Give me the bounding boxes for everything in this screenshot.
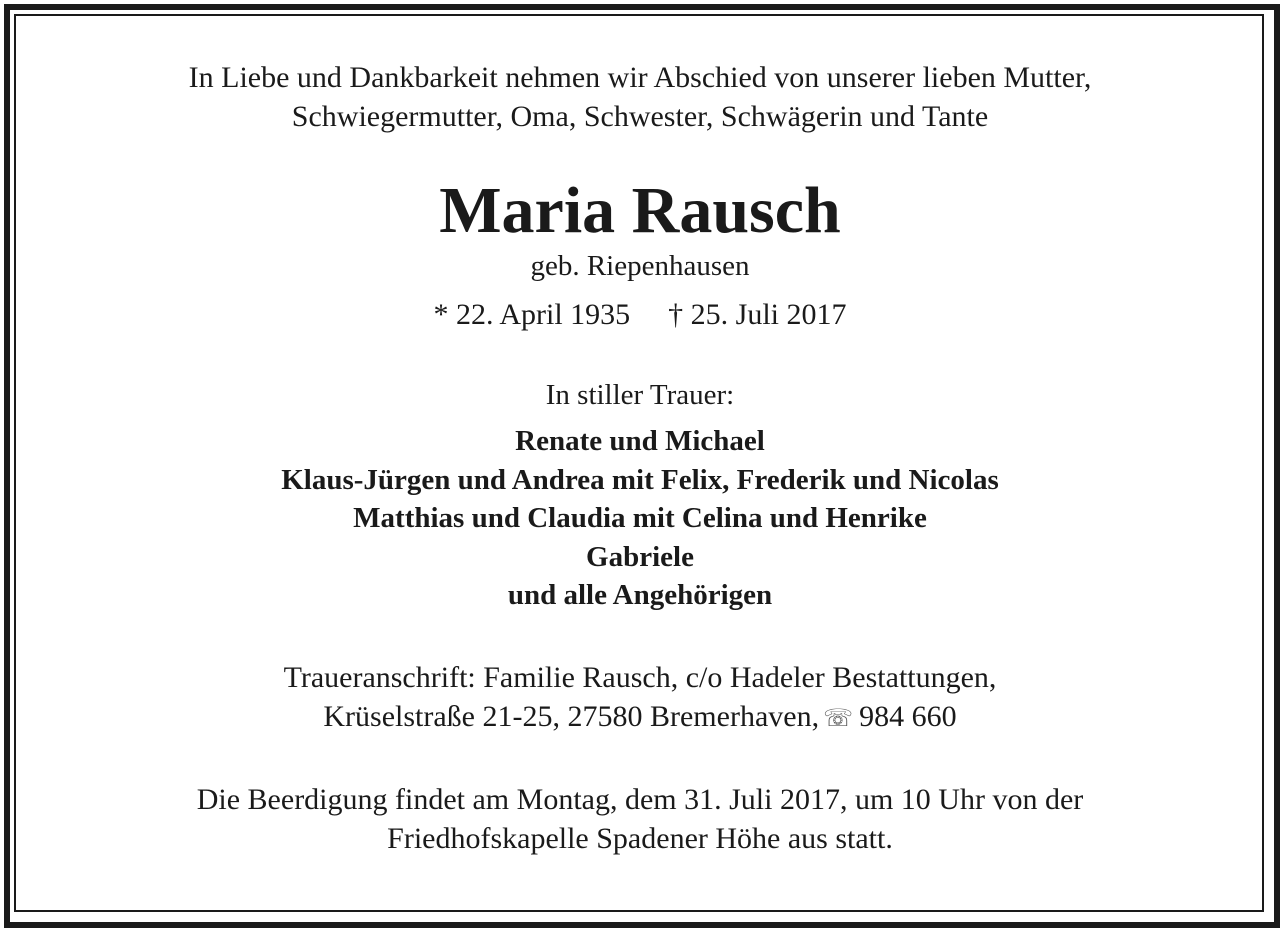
- mourner-line: Renate und Michael: [515, 425, 765, 457]
- mourning-address: [16, 658, 1264, 738]
- funeral-info: [16, 780, 1264, 858]
- intro-line-2: Schwiegermutter, Oma, Schwester, Schwägerin und Tante: [291, 100, 989, 133]
- mourner-line: Matthias und Claudia mit Celina und Henrike: [353, 502, 927, 534]
- deceased-name: Maria Rausch: [439, 174, 841, 247]
- funeral-line-2: Friedhofskapelle Spadener Höhe aus statt.: [387, 822, 893, 855]
- phone-icon: ☏: [823, 704, 854, 732]
- address-line-2: [16, 697, 1264, 738]
- mourners-list: [16, 422, 1264, 615]
- intro-text: [16, 58, 1264, 136]
- mourning-heading: In stiller Trauer:: [545, 379, 735, 411]
- mourner-line: Klaus-Jürgen und Andrea mit Felix, Frederik und Nicolas: [281, 463, 999, 496]
- address-street: Krüselstraße 21-25, 27580 Bremerhaven,: [323, 700, 820, 733]
- death-date: † 25. Juli 2017: [668, 298, 847, 331]
- funeral-line-1: Die Beerdigung findet am Montag, dem 31. Juli 2017, um 10 Uhr von der: [196, 783, 1084, 816]
- mourner-line: Gabriele: [586, 540, 694, 573]
- address-line-1: Traueranschrift: Familie Rausch, c/o Hadeler Bestattungen,: [283, 661, 997, 694]
- maiden-name: geb. Riepenhausen: [530, 250, 750, 282]
- life-dates: [16, 296, 1264, 334]
- mourner-line: und alle Angehörigen: [507, 579, 773, 611]
- birth-date: * 22. April 1935: [433, 298, 631, 331]
- phone-number: 984 660: [859, 700, 957, 733]
- intro-line-1: In Liebe und Dankbarkeit nehmen wir Abschied von unserer lieben Mutter,: [188, 61, 1092, 94]
